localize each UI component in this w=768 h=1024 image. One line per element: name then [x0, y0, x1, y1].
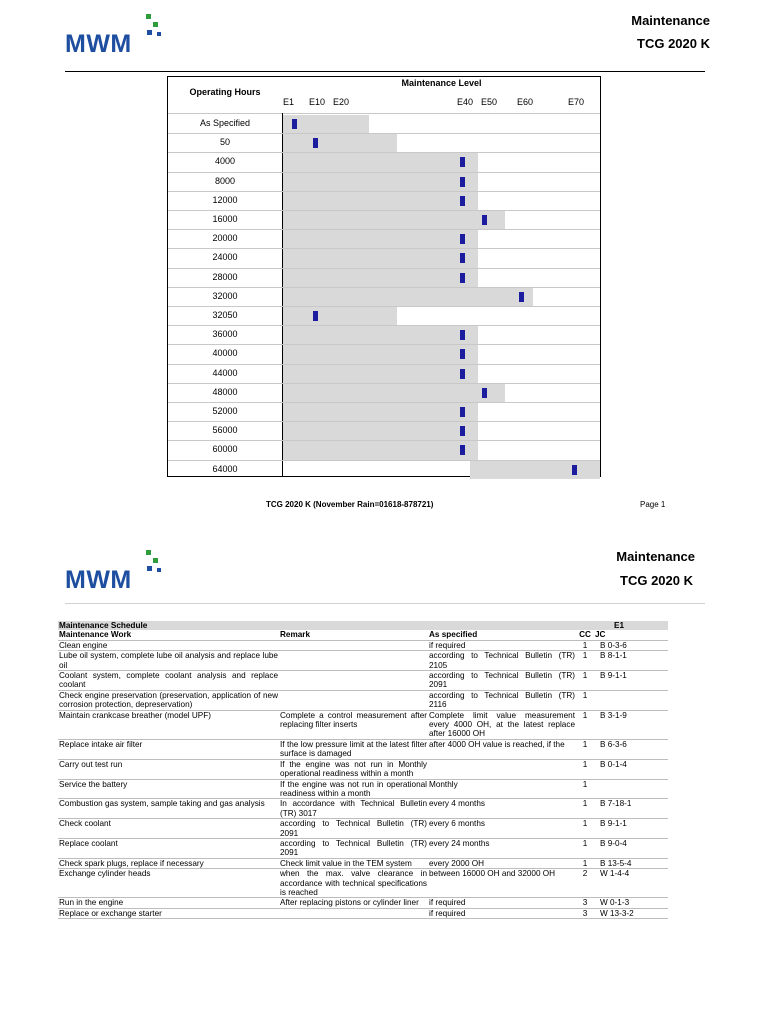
level-marker-e40 — [460, 426, 465, 436]
level-bar — [283, 326, 478, 344]
level-marker-e1 — [292, 119, 297, 129]
page-title: Maintenance — [616, 549, 695, 564]
work-cell: Replace intake air filter — [58, 739, 279, 759]
remark-cell: Complete a control measurement after replacing filter inserts — [279, 710, 428, 739]
operating-hours-cell: 56000 — [212, 425, 238, 436]
spec-cell: according to Technical Bulletin (TR) 2091 — [429, 671, 575, 690]
schedule-row — [58, 799, 668, 819]
operating-hours-cell: 20000 — [212, 233, 238, 244]
spec-cell: between 16000 OH and 32000 OH — [428, 869, 576, 898]
operating-hours-cell: 32000 — [212, 290, 238, 301]
level-bar — [283, 288, 533, 306]
remark-cell: In accordance with Technical Bulletin (TR) 3017 — [280, 799, 427, 818]
jc-cell — [594, 779, 668, 799]
level-bar — [283, 384, 505, 402]
remark-cell: Check limit value in the TEM system — [279, 858, 428, 868]
mwm-logo — [65, 566, 132, 595]
level-bar — [283, 269, 478, 287]
level-marker-e40 — [460, 253, 465, 263]
level-marker-e40 — [460, 369, 465, 379]
level-bar — [283, 230, 478, 248]
level-label-e20: E20 — [333, 97, 350, 107]
remark-cell — [279, 908, 428, 918]
maintenance-level-chart — [167, 76, 601, 477]
level-label-e70: E70 — [568, 97, 585, 107]
col-header-work: Maintenance Work — [58, 630, 279, 640]
level-bar — [283, 403, 478, 421]
remark-cell: according to Technical Bulletin (TR) 2091 — [280, 819, 427, 838]
operating-hours-cell: 12000 — [212, 194, 238, 205]
col-header-spec: As specified — [428, 630, 576, 640]
maintenance-level-header: Maintenance Level — [401, 78, 482, 88]
jc-cell: B 9-1-1 — [594, 671, 668, 691]
spec-cell: according to Technical Bulletin (TR) 2116 — [429, 690, 575, 710]
schedule-row — [58, 651, 668, 671]
spec-cell: every 24 months — [428, 838, 576, 858]
level-label-e1: E1 — [283, 97, 295, 107]
operating-hours-cell: 50 — [219, 137, 230, 148]
work-cell: Combustion gas system, sample taking and gas analysis — [58, 799, 279, 819]
level-bar — [283, 211, 505, 229]
operating-hours-cell: 32050 — [212, 310, 238, 320]
remark-cell — [279, 671, 428, 691]
schedule-row — [58, 898, 668, 908]
operating-hours-cell: 40000 — [212, 348, 238, 359]
operating-hours-cell: 48000 — [212, 386, 238, 397]
operating-hours-cell: 8000 — [214, 175, 236, 186]
jc-cell: B 3-1-9 — [594, 710, 668, 739]
work-cell: Carry out test run — [58, 759, 279, 779]
remark-cell: If the engine was not run in operational readiness within a month — [280, 779, 427, 798]
work-cell: Maintain crankcase breather (model UPF) — [58, 710, 279, 739]
level-marker-e40 — [460, 196, 465, 206]
jc-cell: B 9-1-1 — [594, 819, 668, 839]
cc-cell: 1 — [576, 671, 594, 691]
page-title: Maintenance — [631, 13, 710, 28]
cc-cell: 1 — [576, 779, 594, 799]
level-marker-e50 — [482, 388, 487, 398]
maintenance-schedule-table — [58, 621, 668, 919]
cc-cell: 1 — [576, 858, 594, 868]
operating-hours-cell: 4000 — [214, 156, 236, 167]
operating-hours-cell: 52000 — [212, 406, 238, 416]
spec-cell: Monthly — [428, 779, 576, 799]
remark-cell — [279, 640, 428, 650]
footer-page: Page 1 — [640, 500, 666, 509]
operating-hours-cell: 16000 — [212, 214, 238, 224]
schedule-row — [58, 908, 668, 918]
jc-cell: B 0-1-4 — [594, 759, 668, 779]
remark-cell — [279, 690, 428, 710]
remark-cell: After replacing pistons or cylinder liner — [279, 898, 428, 908]
level-marker-e60 — [519, 292, 524, 302]
remark-cell: according to Technical Bulletin (TR) 2091 — [280, 838, 427, 858]
schedule-row — [58, 640, 668, 650]
col-header-jc: JC — [594, 630, 668, 640]
jc-cell — [594, 690, 668, 710]
level-marker-e40 — [460, 234, 465, 244]
schedule-title: Maintenance Schedule — [58, 621, 576, 630]
jc-cell: B 7-18-1 — [594, 799, 668, 819]
remark-cell: If the low pressure limit at the latest filter surface is damaged — [280, 739, 427, 759]
cc-cell: 1 — [576, 838, 594, 858]
level-marker-e70 — [572, 465, 577, 475]
cc-cell: 3 — [576, 908, 594, 918]
level-bar — [283, 173, 478, 191]
spec-cell: every 2000 OH — [428, 858, 576, 868]
level-label-e60: E60 — [517, 97, 534, 107]
schedule-row — [58, 858, 668, 868]
schedule-row — [58, 671, 668, 691]
schedule-row — [58, 759, 668, 779]
jc-cell: W 13-3-2 — [594, 908, 668, 918]
level-bar — [283, 365, 478, 383]
col-header-cc: CC — [576, 630, 594, 640]
remark-cell: If the engine was not run in Monthly operational readiness within a month — [280, 759, 427, 779]
spec-cell: if required — [428, 908, 576, 918]
cc-cell: 1 — [576, 690, 594, 710]
header-divider — [168, 113, 600, 114]
operating-hours-cell: 60000 — [212, 444, 238, 455]
cc-cell: 3 — [576, 898, 594, 908]
spec-cell: every 4 months — [428, 799, 576, 819]
cc-cell: 1 — [576, 799, 594, 819]
level-marker-e40 — [460, 177, 465, 187]
level-label-e40: E40 — [457, 97, 474, 107]
level-bar — [283, 192, 478, 210]
remark-cell — [279, 651, 428, 671]
jc-cell: B 6-3-6 — [594, 739, 668, 759]
cc-cell: 1 — [576, 819, 594, 839]
operating-hours-cell: 36000 — [212, 329, 238, 340]
level-bar — [283, 441, 478, 459]
work-cell: Exchange cylinder heads — [58, 869, 279, 898]
work-cell: Check engine preservation (preservation, application of new corrosion protection, depreservation) — [59, 690, 278, 710]
page-subtitle: TCG 2020 K — [620, 573, 693, 588]
schedule-row — [58, 838, 668, 858]
remark-cell: when the max. valve clearance in accordance with technical specifications is reached — [280, 869, 427, 897]
level-label-e10: E10 — [309, 97, 326, 107]
spec-cell: according to Technical Bulletin (TR) 2105 — [429, 651, 575, 670]
logo-text: MWM — [65, 566, 132, 594]
cc-cell: 1 — [576, 759, 594, 779]
spec-cell: after 4000 OH value is reached, if the — [428, 739, 576, 759]
schedule-title-row — [58, 621, 668, 630]
spec-cell: Complete limit value measurement every 4000 OH, at the latest replace after 16000 OH — [429, 710, 575, 739]
work-cell: Lube oil system, complete lube oil analysis and replace lube oil — [59, 651, 278, 670]
level-marker-e40 — [460, 330, 465, 340]
col-header-remark: Remark — [279, 630, 428, 640]
level-marker-e40 — [460, 349, 465, 359]
operating-hours-cell: As Specified — [199, 118, 251, 128]
cc-cell: 1 — [576, 651, 594, 671]
level-bar — [283, 307, 397, 325]
operating-hours-header: Operating Hours — [189, 87, 261, 97]
cc-cell: 1 — [576, 739, 594, 759]
level-bar — [283, 345, 478, 363]
blank-cell — [576, 621, 594, 630]
work-cell: Run in the engine — [58, 898, 279, 908]
schedule-row — [58, 869, 668, 898]
mwm-logo — [65, 30, 132, 59]
header-rule — [65, 603, 705, 604]
cc-cell: 2 — [576, 869, 594, 898]
work-cell: Replace or exchange starter — [58, 908, 279, 918]
schedule-row — [58, 779, 668, 799]
jc-cell: W 1-4-4 — [594, 869, 668, 898]
level-marker-e40 — [460, 157, 465, 167]
level-marker-e10 — [313, 311, 318, 321]
operating-hours-cell: 64000 — [212, 463, 238, 474]
work-cell: Replace coolant — [58, 838, 279, 858]
jc-cell: W 0-1-3 — [594, 898, 668, 908]
schedule-row — [58, 690, 668, 710]
header-rule — [65, 71, 705, 72]
work-cell: Coolant system, complete coolant analysis and replace coolant — [59, 671, 278, 690]
schedule-body — [58, 640, 668, 918]
jc-cell: B 0-3-6 — [594, 640, 668, 650]
work-cell: Clean engine — [58, 640, 279, 650]
level-marker-e40 — [460, 273, 465, 283]
work-cell: Check coolant — [58, 819, 279, 839]
spec-cell — [428, 759, 576, 779]
operating-hours-cell: 44000 — [212, 367, 238, 378]
level-marker-e40 — [460, 445, 465, 455]
schedule-row — [58, 819, 668, 839]
schedule-header-row — [58, 630, 668, 640]
level-label-e50: E50 — [481, 97, 498, 107]
spec-cell: if required — [428, 640, 576, 650]
jc-cell: B 9-0-4 — [594, 838, 668, 858]
page-subtitle: TCG 2020 K — [637, 36, 710, 51]
spec-cell: if required — [428, 898, 576, 908]
cc-cell: 1 — [576, 710, 594, 739]
cc-cell: 1 — [576, 640, 594, 650]
logo-text: MWM — [65, 30, 132, 58]
level-bar — [283, 422, 478, 440]
level-bar — [283, 134, 397, 152]
jc-cell: B 13-5-4 — [594, 858, 668, 868]
work-cell: Check spark plugs, replace if necessary — [58, 858, 279, 868]
jc-cell: B 8-1-1 — [594, 651, 668, 671]
work-cell: Service the battery — [58, 779, 279, 799]
level-marker-e10 — [313, 138, 318, 148]
level-marker-e50 — [482, 215, 487, 225]
level-marker-e40 — [460, 407, 465, 417]
footer-doc: TCG 2020 K (November Rain=01618-878721) — [266, 500, 434, 509]
level-bar — [283, 249, 478, 267]
level-bar — [470, 461, 600, 479]
spec-cell: every 6 months — [428, 819, 576, 839]
schedule-level: E1 — [594, 621, 668, 630]
operating-hours-cell: 24000 — [212, 252, 238, 263]
schedule-row — [58, 710, 668, 739]
schedule-row — [58, 739, 668, 759]
level-bar — [283, 153, 478, 171]
operating-hours-cell: 28000 — [212, 271, 238, 282]
